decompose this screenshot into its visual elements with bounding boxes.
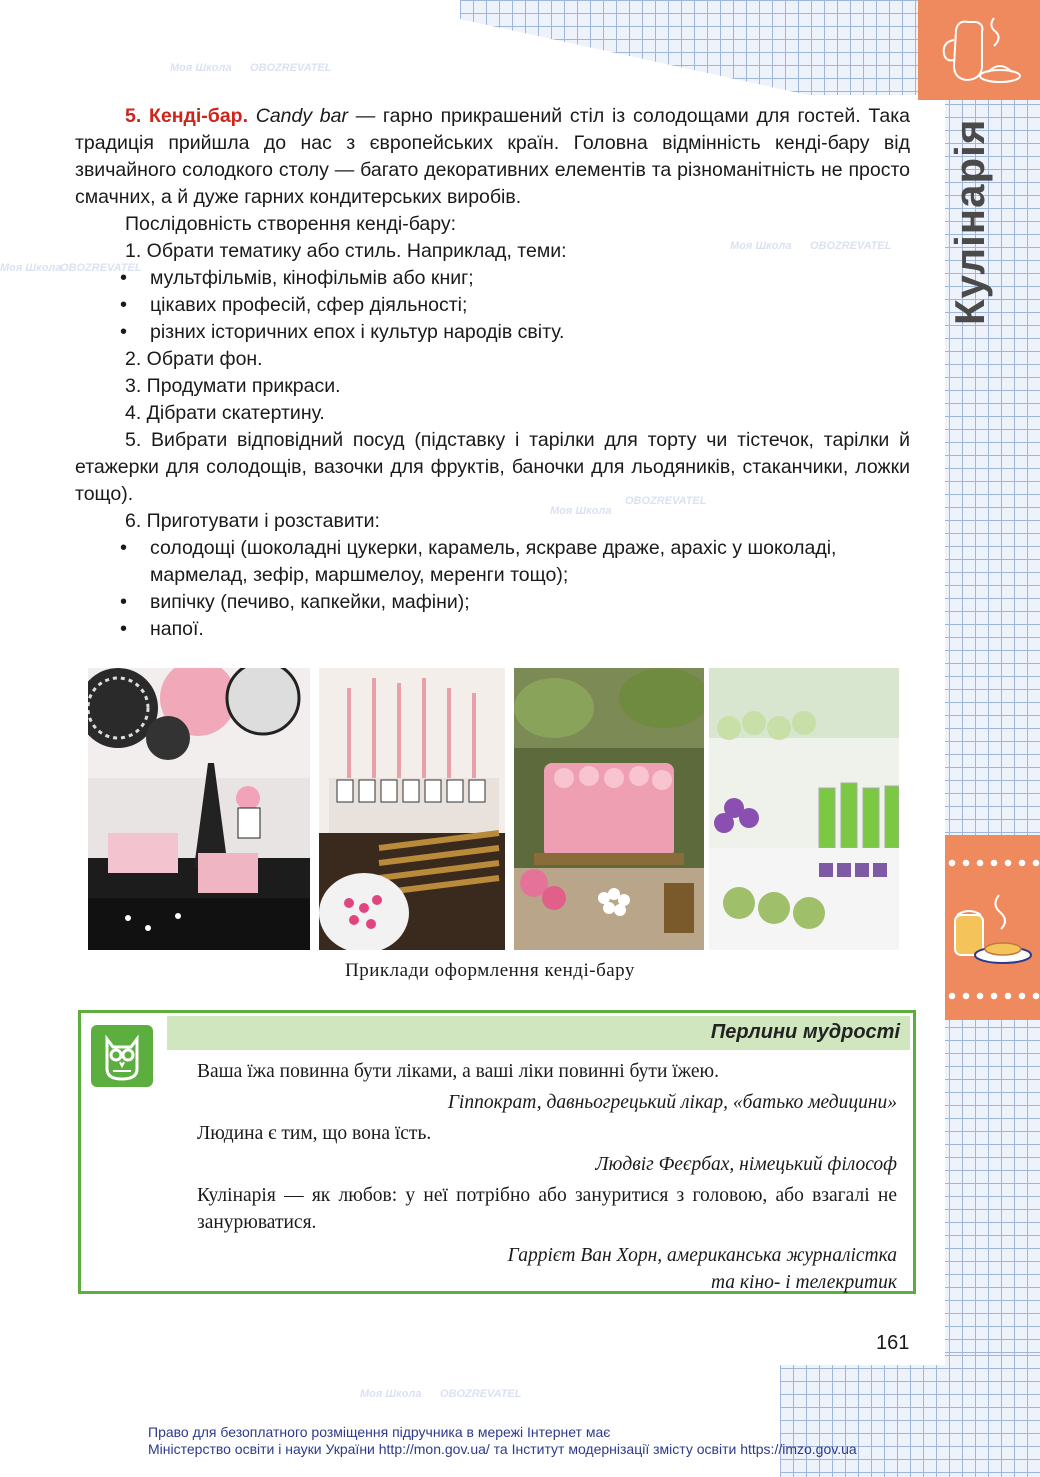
watermark: OBOZREVATEL: [250, 62, 332, 74]
step-3: 3. Продумати прикраси.: [125, 375, 341, 397]
footer-line: Право для безоплатного розміщення підручника в мережі Інтернет має: [148, 1424, 611, 1440]
step-1: 1. Обрати тематику або стиль. Наприклад, теми:: [125, 240, 567, 262]
intro-paragraph: [75, 103, 910, 211]
step-2: 2. Обрати фон.: [125, 348, 263, 370]
quote-author: Гіппократ, давньогрецький лікар, «батько медицини»: [447, 1092, 897, 1113]
page-number: 161: [876, 1332, 910, 1354]
list-item: • цікавих професій, сфер діяльності;: [75, 292, 910, 319]
list-item: • мультфільмів, кінофільмів або книг;: [75, 265, 910, 292]
photo-paris-table: [88, 668, 310, 950]
watermark: OBOZREVATEL: [625, 495, 707, 507]
side-label-text: Кулінарія: [946, 118, 993, 325]
owl-icon: [91, 1025, 153, 1087]
quote: Кулінарія — як любов: у неї потрібно або зануритися з головою, або взагалі не занурюватися.: [197, 1185, 897, 1233]
wisdom-box: [78, 1010, 916, 1294]
section-side-label: [946, 110, 1006, 330]
list-item: • напої.: [75, 616, 910, 643]
watermark: Моя Школа: [550, 505, 612, 517]
intro-text: — гарно прикрашений стіл із солодощами для гостей. Така традиція прийшла до нас з європейських країн. Головна відмінність кенді-бару від звичайного солодкого столу — багато декоративних елементів та різноманітність не просто смачних, а й дуже гарних кондитерських виробів.: [75, 105, 911, 208]
quote-author: та кіно- і телекритик: [710, 1272, 897, 1293]
step-5: 5. Вибрати відповідний посуд (підставку і тарілки для торту чи тістечок, тарілки й етажерки для солодощів, вазочки для фруктів, баночки для льодяників, стаканчики, ложки тощо).: [75, 429, 910, 505]
list-item: • випічку (печиво, капкейки, мафіни);: [75, 589, 910, 616]
wisdom-body: [197, 1058, 897, 1296]
quote-author: Гаррієт Ван Хорн, американська журналістка: [507, 1245, 897, 1266]
footer-line: Міністерство освіти і науки України http://mon.gov.ua/ та Інститут модернізації змісту освіти https://imzo.gov.ua: [148, 1441, 857, 1457]
quote: Ваша їжа повинна бути ліками, а ваші ліки повинні бути їжею.: [197, 1061, 719, 1082]
side-tab-top: [918, 0, 1040, 100]
list-item: • солодощі (шоколадні цукерки, карамель, яскраве драже, арахіс у шоколаді, мармелад, зефір, маршмелоу, меренги тощо);: [75, 535, 910, 589]
photo-green-drinks: [709, 668, 899, 950]
watermark: Моя Школа: [730, 240, 792, 252]
watermark: OBOZREVATEL: [60, 262, 142, 274]
photo-cake-pops: [319, 668, 505, 950]
section-heading-en: Candy bar: [255, 105, 348, 127]
watermark: OBOZREVATEL: [810, 240, 892, 252]
watermark: Моя Школа: [170, 62, 232, 74]
watermark: Моя Школа: [360, 1388, 422, 1400]
main-text: [75, 103, 910, 643]
quote-author: Людвіг Феєрбах, німецький філософ: [595, 1154, 897, 1175]
teapot-icon: [936, 10, 1022, 90]
side-tab-bottom: [945, 835, 1040, 1020]
list-item: • різних історичних епох і культур народів світу.: [75, 319, 910, 346]
photo-pink-cakes: [514, 668, 704, 950]
sequence-title: Послідовність створення кенді-бару:: [125, 213, 457, 235]
wisdom-header: [167, 1016, 910, 1050]
dot-border: [945, 990, 1040, 1002]
wisdom-title: Перлини мудрості: [710, 1021, 900, 1043]
footer-notice: [148, 1424, 857, 1458]
step-6: 6. Приготувати і розставити:: [125, 510, 380, 532]
dot-border: [945, 857, 1040, 869]
section-heading: 5. Кенді-бар.: [125, 105, 249, 127]
step-4: 4. Дібрати скатертину.: [125, 402, 325, 424]
watermark: OBOZREVATEL: [440, 1388, 522, 1400]
graph-paper-bottom: [780, 1355, 1040, 1477]
watermark: Моя Школа: [0, 262, 62, 274]
quote: Людина є тим, що вона їсть.: [197, 1123, 432, 1144]
photos-caption: Приклади оформлення кенді-бару: [345, 960, 635, 981]
